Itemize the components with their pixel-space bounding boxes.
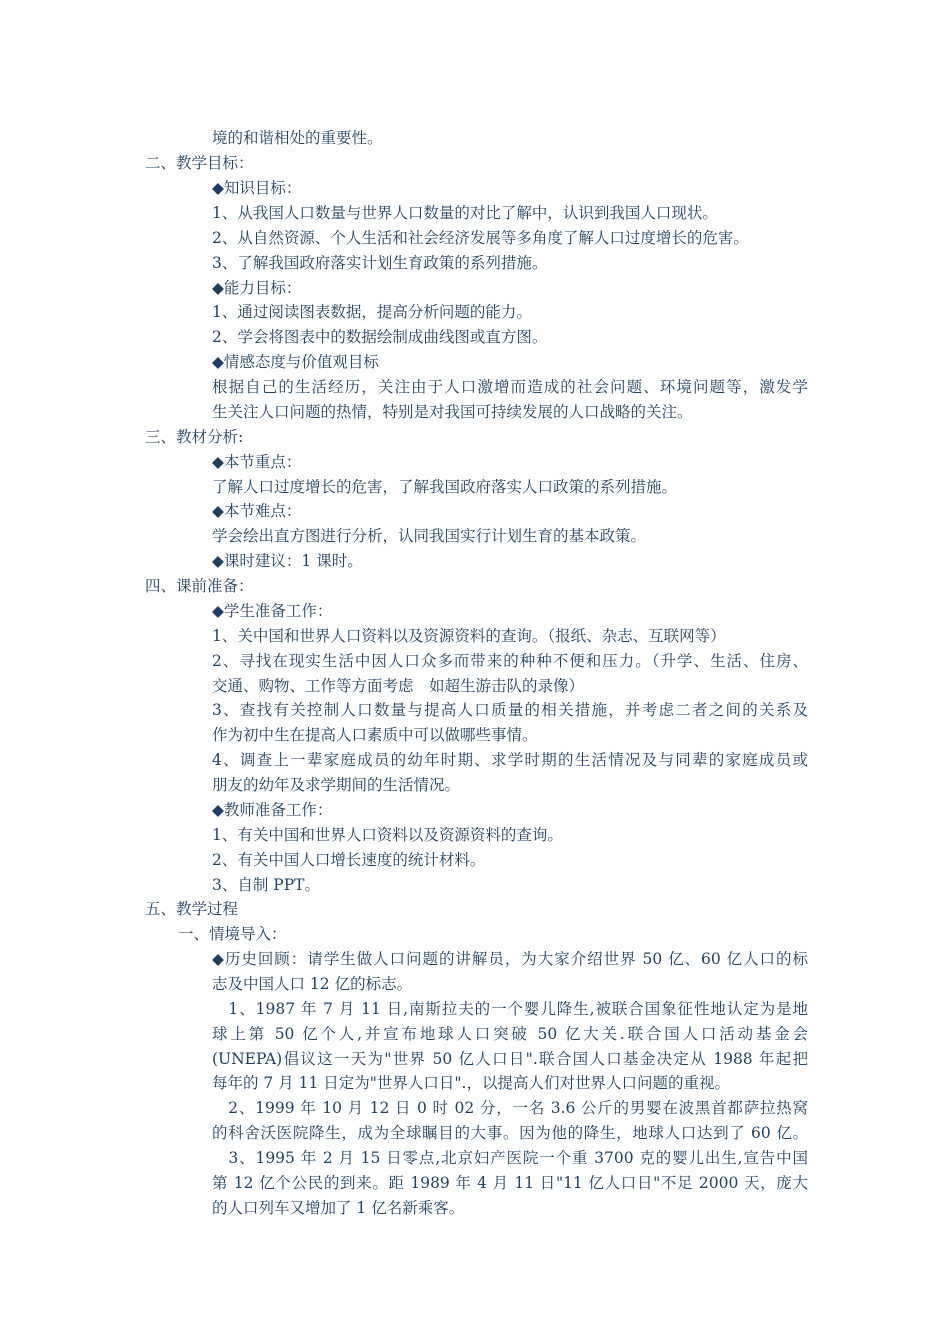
text-line: 3、1995 年 2 月 15 日零点,北京妇产医院一个重 3700 克的婴儿出生,宣告中国 (212, 1149, 808, 1167)
text-line: 境的和谐相处的重要性。 (212, 129, 383, 147)
text-line: 朋友的幼年及求学期间的生活情况。 (212, 776, 461, 794)
subheading: ◆情感态度与价值观目标 (212, 353, 379, 371)
subheading: ◆知识目标： (212, 179, 302, 197)
text-line: 学会绘出直方图进行分析，认同我国实行计划生育的基本政策。 (212, 527, 647, 545)
text-line: ◆课时建议：1 课时。 (212, 552, 363, 570)
text-line: 2、有关中国人口增长速度的统计材料。 (212, 851, 486, 869)
text-line: 2、从自然资源、个人生活和社会经济发展等多角度了解人口过度增长的危害。 (212, 229, 749, 247)
text-line: 3、了解我国政府落实计划生育政策的系列措施。 (212, 254, 548, 272)
text-line: 4、调查上一辈家庭成员的幼年时期、求学时期的生活情况及与同辈的家庭成员或 (212, 751, 808, 769)
subheading: ◆本节重点： (212, 453, 302, 471)
text-line: 1、从我国人口数量与世界人口数量的对比了解中，认识到我国人口现状。 (212, 204, 718, 222)
section-heading: 五、教学过程 (145, 900, 239, 918)
text-line: 3、自制 PPT。 (212, 876, 320, 894)
text-line: 根据自己的生活经历，关注由于人口激增而造成的社会问题、环境问题等，激发学 (212, 378, 808, 396)
subsection-heading: 一、情境导入： (178, 925, 287, 943)
text-line: ◆历史回顾：请学生做人口问题的讲解员，为大家介绍世界 50 亿、60 亿人口的标 (212, 950, 808, 968)
subheading: ◆教师准备工作： (212, 801, 333, 819)
text-line: 3、查找有关控制人口数量与提高人口质量的相关措施，并考虑二者之间的关系及 (212, 701, 808, 719)
text-line: 第 12 亿个公民的到来。距 1989 年 4 月 11 日"11 亿人口日"不足 2000 天，庞大 (212, 1174, 808, 1192)
subheading: ◆学生准备工作： (212, 602, 333, 620)
text-line: 了解人口过度增长的危害，了解我国政府落实人口政策的系列措施。 (212, 478, 678, 496)
text-line: 1、通过阅读图表数据，提高分析问题的能力。 (212, 303, 532, 321)
text-line: 志及中国人口 12 亿的标志。 (212, 975, 413, 993)
text-line: 的人口列车又增加了 1 亿名新乘客。 (212, 1199, 465, 1217)
text-line: 作为初中生在提高人口素质中可以做哪些事情。 (212, 726, 538, 744)
section-heading: 二、教学目标： (145, 154, 254, 172)
section-heading: 四、课前准备： (145, 577, 254, 595)
text-line: 1、1987 年 7 月 11 日,南斯拉夫的一个婴儿降生,被联合国象征性地认定为是地 (212, 1000, 808, 1018)
text-line: 1、有关中国和世界人口资料以及资源资料的查询。 (212, 826, 563, 844)
section-heading: 三、教材分析: (145, 428, 244, 446)
text-line: 2、1999 年 10 月 12 日 0 时 02 分，一名 3.6 公斤的男婴在波黑首都萨拉热窝 (212, 1099, 808, 1117)
text-line: 2、寻找在现实生活中因人口众多而带来的种种不便和压力。（升学、生活、住房、 (212, 652, 808, 670)
text-line: 2、学会将图表中的数据绘制成曲线图或直方图。 (212, 328, 548, 346)
text-line: 每年的 7 月 11 日定为"世界人口日".，以提高人们对世界人口问题的重视。 (212, 1074, 730, 1092)
text-line: 的科舍沃医院降生，成为全球瞩目的大事。因为他的降生，地球人口达到了 60 亿。 (212, 1124, 808, 1142)
text-line: 球上第 50 亿个人,并宣布地球人口突破 50 亿大关.联合国人口活动基金会 (212, 1025, 808, 1043)
subheading: ◆本节难点： (212, 502, 302, 520)
text-line: (UNEPA)倡议这一天为"世界 50 亿人口日".联合国人口基金决定从 1988 年起把 (212, 1050, 808, 1068)
text-line: 1、关中国和世界人口资料以及资源资料的查询。（报纸、杂志、互联网等） (212, 627, 726, 645)
text-line: 交通、购物、工作等方面考虑 如超生游击队的录像） (212, 677, 585, 695)
subheading: ◆能力目标： (212, 279, 302, 297)
text-line: 生关注人口问题的热情，特别是对我国可持续发展的人口战略的关注。 (212, 403, 693, 421)
